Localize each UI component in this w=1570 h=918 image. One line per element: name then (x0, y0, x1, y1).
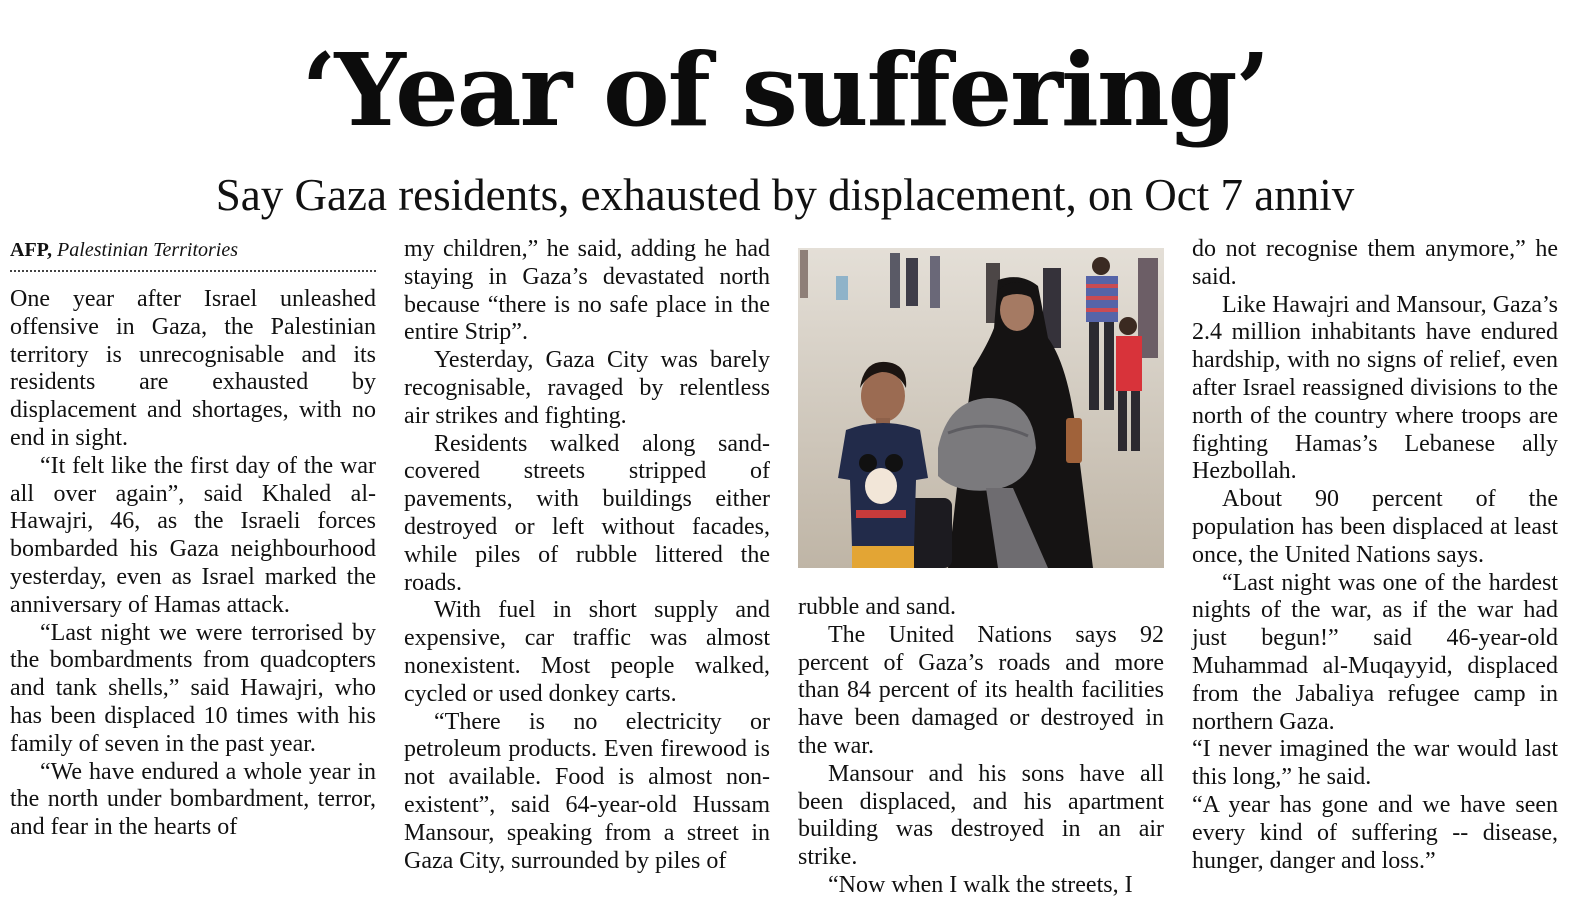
paragraph: Yesterday, Gaza City was barely recognisable, ravaged by relentless air strikes and fighting. (404, 347, 770, 429)
paragraph: “There is no electricity or petroleum products. Even firewood is not available. Food is almost non-existent”, said 64-year-old Hussam Mansour, speaking from a street in Gaza City, surrounded by piles of (404, 708, 770, 874)
paragraph: Like Hawajri and Mansour, Gaza’s 2.4 million inhabitants have endured hardship, with no signs of relief, even after Israel reassigned divisions to the north of the country where troops are fighting Hamas’s Lebanese ally Hezbollah. (1192, 291, 1558, 485)
photo-bg-figure (890, 253, 900, 308)
paragraph: “Last night was one of the hardest nights of the war, as if the war had just begun!” said 46-year-old Muhammad al-Muqayyid, displaced from the Jabaliya refugee camp in northern Gaza. (1192, 569, 1558, 735)
byline (10, 236, 376, 272)
paragraph: Residents walked along sand-covered streets stripped of pavements, with buildings either destroyed or left without facades, while piles of rubble littered the roads. (404, 430, 770, 596)
subheadline: Say Gaza residents, exhausted by displacement, on Oct 7 anniv (215, 170, 1355, 220)
paragraph: rubble and sand. (798, 594, 956, 620)
article-column-3 (798, 248, 1164, 900)
photo-bg-figure (930, 256, 940, 308)
news-photo (798, 248, 1164, 568)
byline-location: Palestinian Territories (57, 239, 238, 261)
paragraph: About 90 percent of the population has been displaced at least once, the United Nations says. (1192, 486, 1558, 568)
paragraph: “It felt like the first day of the war all over again”, said Khaled al-Hawajri, 46, as the Israeli forces bombarded his Gaza neighbourhood yesterday, even as Israel marked the anniversary of Hamas attack. (10, 452, 376, 618)
paragraph: “I never imagined the war would last this long,” he said. (1192, 736, 1558, 791)
article-column-4 (1192, 236, 1558, 875)
paragraph: do not recognise them anymore,” he said. (1192, 236, 1558, 290)
photo-bg-figure (800, 250, 808, 298)
paragraph: “We have endured a whole year in the north under bombardment, terror, and fear in the hearts of (10, 758, 376, 841)
paragraph: The United Nations says 92 percent of Gaza’s roads and more than 84 percent of its health facilities have been damaged or destroyed in the war. (798, 621, 1164, 759)
photo-bg-figure (836, 276, 848, 300)
paragraph: “Now when I walk the streets, I (828, 871, 1133, 898)
paragraph: “A year has gone and we have seen every kind of suffering -- disease, hunger, danger and loss.” (1192, 791, 1558, 874)
byline-agency: AFP, (10, 239, 53, 261)
paragraph: Mansour and his sons have all been displaced, and his apartment building was destroyed in an air strike. (798, 760, 1164, 871)
paragraph: “Last night we were terrorised by the bombardments from quadcopters and tank shells,” said Hawajri, who has been displaced 10 times with his family of seven in the past year. (10, 619, 376, 757)
paragraph: my children,” he said, adding he had staying in Gaza’s devastated north because “there is no safe place in the entire Strip”. (404, 236, 770, 346)
article-column-1 (10, 236, 376, 842)
photo-bg-figure (906, 258, 918, 306)
paragraph: One year after Israel unleashed offensive in Gaza, the Palestinian territory is unrecognisable and its residents are exhausted by displacement and shortages, with no end in sight. (10, 286, 376, 451)
paragraph: With fuel in short supply and expensive, car traffic was almost nonexistent. Most people walked, cycled or used donkey carts. (404, 597, 770, 707)
headline: ‘Year of suffering’ (301, 31, 1269, 149)
article-column-2 (404, 236, 770, 875)
